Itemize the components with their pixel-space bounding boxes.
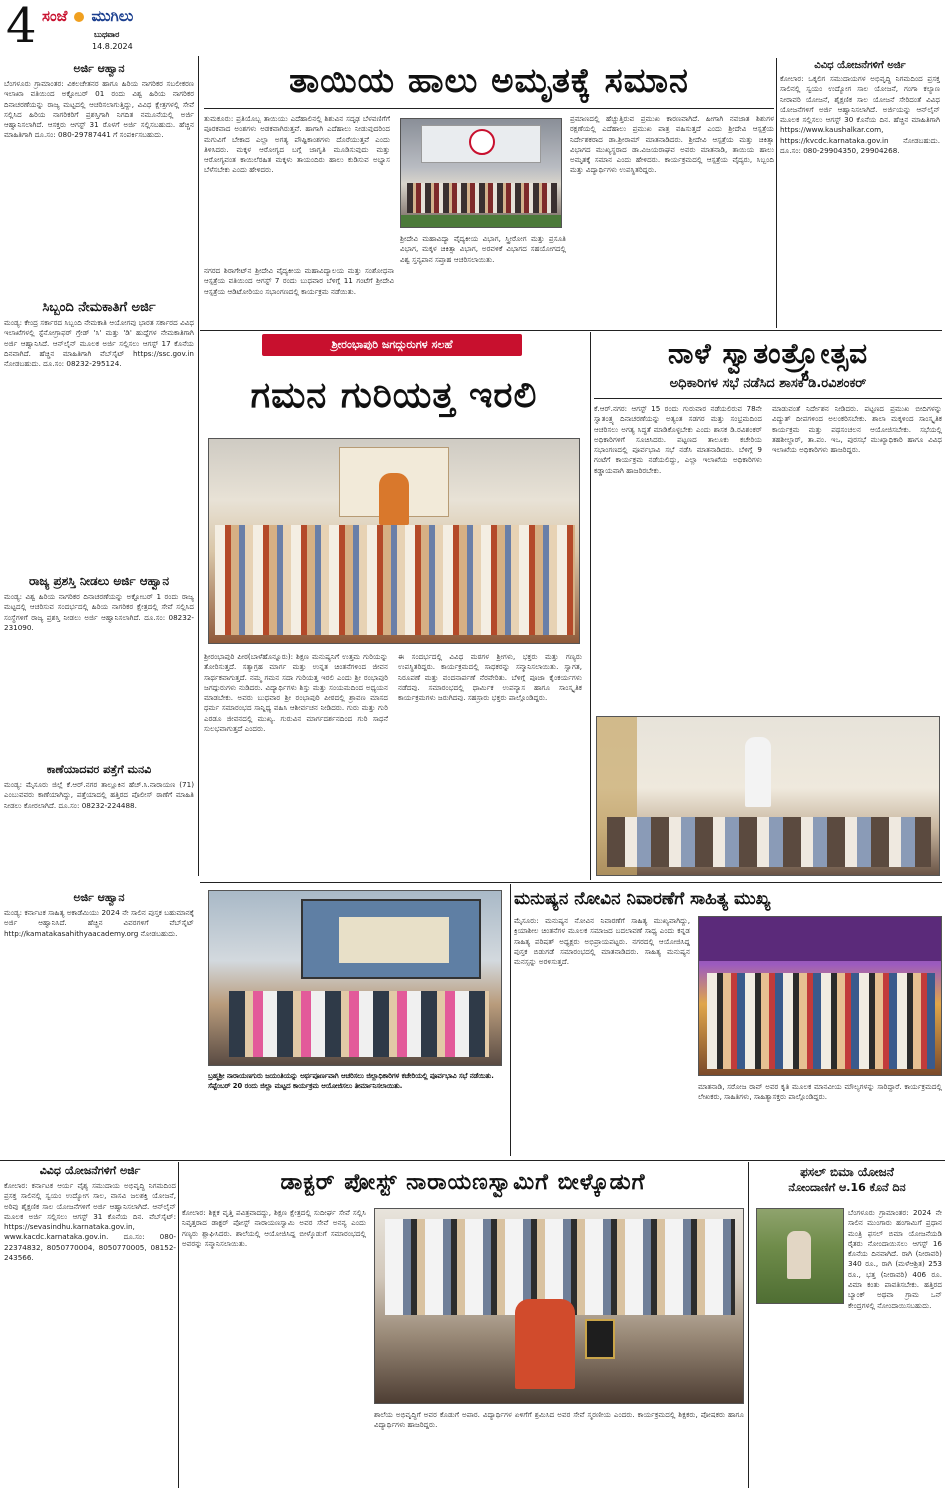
- brand-left: ಸಂಜೆ: [42, 7, 68, 25]
- group-row: [215, 525, 575, 635]
- lead-col-2: ನಗರದ ಶಿರಾಗೇಟ್‌ನ ಶ್ರೀದೇವಿ ವೈದ್ಯಕೀಯ ಮಹಾವಿದ್ಯಾಲಯ ಮತ್ತು ಸಂಶೋಧನಾ ಆಸ್ಪತ್ರೆಯ ವತಿಯಿಂದ ಆಗಸ್ಟ್ 7 ರಂದು ಬುಧವಾರ ಬೆಳಿಗ್ಗೆ 11 ಗಂಟೆಗೆ ಶ್ರೀದೇವಿ ಆಸ್ಪತ್ರೆಯ ಆಡಿಟೋರಿಯಂ ಸಭಾಂಗಣದಲ್ಲಿ ಕಾರ್ಯಕ್ರಮ ನಡೆಯಿತು.: [204, 266, 394, 296]
- rambhapuri-col-2a: ಈ ಸಂದರ್ಭದಲ್ಲಿ ವಿವಿಧ ಮಠಗಳ ಶ್ರೀಗಳು, ಭಕ್ತರು ಮತ್ತು ಗಣ್ಯರು ಉಪಸ್ಥಿತರಿದ್ದರು. ಕಾರ್ಯಕ್ರಮದಲ್ಲಿ ಸಾಧಕರನ್ನು ಸನ್ಮಾನಿಸಲಾಯಿತು. ಸ್ವಾಗತ, ನಿರೂಪಣೆ ಮತ್ತು ವಂದನಾರ್ಪಣೆ ನೆರವೇರಿತು. ಬೆಳಿಗ್ಗೆ ಪೂಜಾ ಕೈಂಕರ್ಯಗಳು ನಡೆದವು. ಸಮಾರಂಭದಲ್ಲಿ ಧಾರ್ಮಿಕ ಉಪನ್ಯಾಸ ಹಾಗೂ ಸಾಂಸ್ಕೃತಿಕ ಕಾರ್ಯಕ್ರಮಗಳು ಜರುಗಿದವು. ಸಹಸ್ರಾರು ಭಕ್ತರು ಪಾಲ್ಗೊಂಡಿದ್ದರು.: [398, 652, 582, 703]
- bottom-notice-heading: ವಿವಿಧ ಯೋಜನೆಗಳಿಗೆ ಅರ್ಜಿ: [39, 1164, 141, 1177]
- flower-pots: [401, 215, 562, 228]
- lead-story: [204, 58, 774, 328]
- notice-heading-2: ಸಿಬ್ಬಂದಿ ನೇಮಕಾತಿಗೆ ಅರ್ಜಿ: [42, 300, 156, 315]
- dc-meeting-caption: ಬ್ರಹ್ಮಶ್ರೀ ನಾರಾಯಣಗುರು ಜಯಂತಿಯನ್ನು ಅರ್ಥಪೂರ್ಣವಾಗಿ ಆಚರಿಸಲು ಜಿಲ್ಲಾಧಿಕಾರಿಗಳ ಕಚೇರಿಯಲ್ಲಿ ಪೂರ್ವಭಾವಿ ಸಭೆ ನಡೆಯಿತು. ಸೆಪ್ಟೆಂಬರ್ 20 ರಂದು ಜಿಲ್ಲಾ ಮಟ್ಟದ ಕಾರ್ಯಕ್ರಮ ಆಯೋಜಿಸಲು ತೀರ್ಮಾನಿಸಲಾಯಿತು.: [208, 1072, 494, 1090]
- literature-col-2: ಮಾತನಾಡಿ, ಸರೋಜ ರಾವ್ ಅವರ ಕೃತಿ ಮೂಲಕ ಮಾನವೀಯ ಮೌಲ್ಯಗಳನ್ನು ಸಾರಿದ್ದಾರೆ. ಕಾರ್ಯಕ್ರಮದಲ್ಲಿ ಲೇಖಕರು, ಸಾಹಿತಿಗಳು, ಸಾಹಿತ್ಯಾಸಕ್ತರು ಪಾಲ್ಗೊಂಡಿದ್ದರು.: [698, 1082, 942, 1102]
- emblem-icon: [469, 129, 495, 155]
- right-notice: [780, 60, 940, 328]
- doctor-col-2: ಶಾಲೆಯ ಅಭಿವೃದ್ಧಿಗೆ ಅವರ ಕೊಡುಗೆ ಅಪಾರ. ವಿದ್ಯಾರ್ಥಿಗಳ ಏಳಿಗೆಗೆ ಶ್ರಮಿಸಿದ ಅವರ ಸೇವೆ ಸ್ಮರಣೀಯ ಎಂದರು. ಕಾರ್ಯಕ್ರಮದಲ್ಲಿ ಶಿಕ್ಷಕರು, ಪೋಷಕರು ಹಾಗೂ ವಿದ್ಯಾರ್ಥಿಗಳು ಹಾಜರಿದ್ದರು.: [374, 1410, 744, 1430]
- lead-col-3: ಪ್ರಮಾಣದಲ್ಲಿ ಹೆಚ್ಚುತ್ತಿರುವ ಪ್ರಮುಖ ಕಾರಣವಾಗಿದೆ. ಹೀಗಾಗಿ ನವಜಾತ ಶಿಶುಗಳ ರಕ್ಷಣೆಯಲ್ಲಿ ಎದೆಹಾಲು ಪ್ರಮುಖ ಪಾತ್ರ ವಹಿಸುತ್ತದೆ ಎಂದು ಶ್ರೀದೇವಿ ಆಸ್ಪತ್ರೆಯ ನಿರ್ದೇಶಕರಾದ ಡಾ.ಶ್ರೀರಾಮ್ ಮಾತನಾಡಿದರು. ಶ್ರೀದೇವಿ ಆಸ್ಪತ್ರೆಯ ಮತ್ತು ಚಿಕಿತ್ಸಾ ವಿಭಾಗದ ಮುಖ್ಯಸ್ಥರಾದ ಡಾ.ವಿಜಯರಾಘವ ಅವರು ಮಾತನಾಡಿ, ತಾಯಿಯ ಹಾಲು ಅಮೃತಕ್ಕೆ ಸಮಾನ ಎಂದು ಹೇಳಿದರು. ಕಾರ್ಯಕ್ರಮದಲ್ಲಿ ಆಸ್ಪತ್ರೆಯ ವೈದ್ಯರು, ಸಿಬ್ಬಂದಿ ಮತ್ತು ವಿದ್ಯಾರ್ಥಿಗಳು ಉಪಸ್ಥಿತರಿದ್ದರು.: [570, 114, 774, 175]
- crop-story: [752, 1164, 942, 1486]
- independence-col-2: ಮಾಡುವಂತೆ ನಿರ್ದೇಶನ ನೀಡಿದರು. ಪಟ್ಟಣದ ಪ್ರಮುಖ ಬೀದಿಗಳನ್ನು ವಿದ್ಯುತ್ ದೀಪಗಳಿಂದ ಅಲಂಕರಿಸಬೇಕು. ಶಾಲಾ ಮಕ್ಕಳಿಂದ ಸಾಂಸ್ಕೃತಿಕ ಕಾರ್ಯಕ್ರಮ ಮತ್ತು ಪಥಸಂಚಲನ ಆಯೋಜಿಸಬೇಕು. ಸಭೆಯಲ್ಲಿ ತಹಶೀಲ್ದಾರ್, ತಾ.ಪಂ. ಇಒ, ಪುರಸಭೆ ಮುಖ್ಯಾಧಿಕಾರಿ ಹಾಗೂ ವಿವಿಧ ಇಲಾಖೆಯ ಅಧಿಕಾರಿಗಳು ಹಾಜರಿದ್ದರು.: [772, 404, 942, 455]
- independence-subhead: ಅಧಿಕಾರಿಗಳ ಸಭೆ ನಡೆಸಿದ ಶಾಸಕ ಡಿ.ರವಿಶಂಕರ್: [669, 376, 867, 391]
- building-image: [339, 917, 449, 963]
- notice-heading-3: ರಾಜ್ಯ ಪ್ರಶಸ್ತಿ ನೀಡಲು ಅರ್ಜಿ ಆಹ್ವಾನ: [28, 574, 170, 588]
- lead-rule: [204, 108, 774, 109]
- independence-story: [594, 334, 942, 880]
- rambhapuri-kicker-text: ಶ್ರೀರಂಭಾಪುರಿ ಜಗದ್ಗುರುಗಳ ಸಲಹೆ: [331, 338, 453, 351]
- literature-story: [514, 886, 942, 1156]
- table-row: [607, 817, 931, 867]
- crop-headline: ಫಸಲ್ ಬಿಮಾ ಯೋಜನೆ: [800, 1165, 894, 1179]
- dignitaries-row: [707, 973, 935, 1069]
- brand-logo: [42, 6, 182, 28]
- sun-icon: [74, 12, 84, 22]
- notice-heading-5: ಅರ್ಜಿ ಆಹ್ವಾನ: [73, 891, 125, 904]
- notice-body-2: ಮಂಡ್ಯ: ಕೇಂದ್ರ ಸರ್ಕಾರದ ಸಿಬ್ಬಂದಿ ನೇಮಕಾತಿ ಆಯೋಗವು ಭಾರತ ಸರ್ಕಾರದ ವಿವಿಧ ಇಲಾಖೆಗಳಲ್ಲಿ ಸ್ಟೆನೋಗ್ರಾಫರ್ ಗ್ರೇಡ್ 'ಸಿ' ಮತ್ತು 'ಡಿ' ಹುದ್ದೆಗಳ ನೇಮಕಾತಿಗಾಗಿ ಅರ್ಜಿ ಆಹ್ವಾನಿಸಿದೆ. ಆನ್‌ಲೈನ್ ಮೂಲಕ ಅರ್ಜಿ ಸಲ್ಲಿಸಲು ಆಗಸ್ಟ್ 17 ಕೊನೆಯ ದಿನವಾಗಿದೆ. ಹೆಚ್ಚಿನ ಮಾಹಿತಿಗಾಗಿ ವೆಬ್‌ಸೈಟ್ https://ssc.gov.in ನೋಡಬಹುದು. ದೂ.ಸಂ: 08232-295124.: [4, 318, 194, 369]
- masthead-date: 14.8.2024: [92, 42, 133, 51]
- bottom-divider-2: [748, 1162, 749, 1488]
- seer-figure: [379, 473, 409, 525]
- right-notice-body: ಕೋಲಾರ: ಒಕ್ಕಲಿಗ ಸಮುದಾಯಗಳ ಅಭಿವೃದ್ಧಿ ನಿಗಮದಿಂದ ಪ್ರಸಕ್ತ ಸಾಲಿನಲ್ಲಿ ಸ್ವಯಂ ಉದ್ಯೋಗ ಸಾಲ ಯೋಜನೆ, ಗಂಗಾ ಕಲ್ಯಾಣ ನೀರಾವರಿ ಯೋಜನೆ, ಶೈಕ್ಷಣಿಕ ಸಾಲ ಯೋಜನೆ ಸೇರಿದಂತೆ ವಿವಿಧ ಯೋಜನೆಗಳಿಗೆ ಅರ್ಜಿ ಆಹ್ವಾನಿಸಲಾಗಿದೆ. ಅರ್ಜಿಯನ್ನು ಆನ್‌ಲೈನ್ ಮೂಲಕ ಸಲ್ಲಿಸಲು ಆಗಸ್ಟ್ 30 ಕೊನೆಯ ದಿನ. ಹೆಚ್ಚಿನ ಮಾಹಿತಿಗಾಗಿ https://www.kaushalkar.com, https://kvcdc.karnataka.gov.in ನೋಡಬಹುದು. ದೂ.ಸಂ: 080-29904350, 29904268.: [780, 74, 940, 156]
- rambhapuri-kicker: [262, 334, 522, 356]
- brand-right: ಮುಗಿಲು: [91, 7, 134, 25]
- section-rule-3: [0, 1160, 945, 1161]
- audience-row: [407, 183, 557, 213]
- honoree-figure: [515, 1299, 575, 1389]
- speaker-figure: [745, 737, 771, 807]
- section-rule-1: [200, 330, 942, 331]
- page-number: 4: [6, 0, 37, 54]
- masthead: [0, 0, 200, 56]
- stage-banner-purple: [699, 917, 942, 961]
- left-column: [4, 58, 194, 1158]
- officials-row: [229, 991, 489, 1057]
- literature-divider: [510, 884, 511, 1156]
- doctor-col-1: ಕೋಲಾರ: ಶಿಕ್ಷಕ ವೃತ್ತಿ ಪವಿತ್ರವಾದದ್ದು, ಶಿಕ್ಷಣ ಕ್ಷೇತ್ರದಲ್ಲಿ ಸುದೀರ್ಘ ಸೇವೆ ಸಲ್ಲಿಸಿ ನಿವೃತ್ತರಾದ ಡಾಕ್ಟರ್ ಪೋಸ್ಟ್ ನಾರಾಯಣಸ್ವಾಮಿ ಅವರ ಸೇವೆ ಅನನ್ಯ ಎಂದು ಗಣ್ಯರು ಶ್ಲಾಘಿಸಿದರು. ಶಾಲೆಯಲ್ಲಿ ಆಯೋಜಿಸಿದ್ದ ಬೀಳ್ಕೊಡುಗೆ ಸಮಾರಂಭದಲ್ಲಿ ಅವರನ್ನು ಸನ್ಮಾನಿಸಲಾಯಿತು.: [182, 1208, 366, 1248]
- independence-col-1: ಕೆ.ಆರ್.ನಗರ: ಆಗಸ್ಟ್ 15 ರಂದು ಗುರುವಾರ ನಡೆಯಲಿರುವ 78ನೇ ಸ್ವಾತಂತ್ರ್ಯ ದಿನಾಚರಣೆಯನ್ನು ಅತ್ಯಂತ ಸಡಗರ ಮತ್ತು ಸಂಭ್ರಮದಿಂದ ಆಚರಿಸಲು ಅಗತ್ಯ ಸಿದ್ಧತೆ ಮಾಡಿಕೊಳ್ಳಬೇಕು ಎಂದು ಶಾಸಕ ಡಿ.ರವಿಶಂಕರ್ ಅಧಿಕಾರಿಗಳಿಗೆ ಸೂಚಿಸಿದರು. ಪಟ್ಟಣದ ತಾಲೂಕು ಕಚೇರಿಯ ಸಭಾಂಗಣದಲ್ಲಿ ಪೂರ್ವಭಾವಿ ಸಭೆ ನಡೆಸಿ ಮಾತನಾಡಿದರು. ಬೆಳಿಗ್ಗೆ 9 ಗಂಟೆಗೆ ಕಾರ್ಯಕ್ರಮ ನಡೆಯಲಿದ್ದು, ಎಲ್ಲಾ ಇಲಾಖೆಯ ಅಧಿಕಾರಿಗಳು ಕಡ್ಡಾಯವಾಗಿ ಹಾಜರಿರಬೇಕು.: [594, 404, 762, 475]
- bottom-left-notice: [4, 1164, 176, 1486]
- mid-divider: [590, 332, 591, 880]
- dc-meeting: [204, 886, 506, 1156]
- masthead-divider: [198, 56, 199, 876]
- independence-rule: [594, 398, 942, 399]
- lead-photo: [400, 118, 562, 228]
- crop-subhead: ನೋಂದಾಣಿಗೆ ಆ.16 ಕೊನೆ ದಿನ: [788, 1181, 906, 1194]
- dc-meeting-photo: [208, 890, 502, 1066]
- notice-body-1: ಬೆಂಗಳೂರು ಗ್ರಾಮಾಂತರ: ವಿಕಲಚೇತನರ ಹಾಗೂ ಹಿರಿಯ ನಾಗರಿಕರ ಸಬಲೀಕರಣ ಇಲಾಖಾ ವತಿಯಿಂದ ಅಕ್ಟೋಬರ್ 01 ರಂದು ವಿಶ್ವ ಹಿರಿಯ ನಾಗರಿಕರ ದಿನಾಚರಣೆಯನ್ನು ರಾಜ್ಯ ಮಟ್ಟದಲ್ಲಿ ಆಚರಿಸಲಾಗುತ್ತಿದ್ದು, ವಿವಿಧ ಕ್ಷೇತ್ರಗಳಲ್ಲಿ ಸೇವೆ ಸಲ್ಲಿಸಿದ ಹಿರಿಯ ನಾಗರಿಕರಿಗೆ ಪ್ರಶಸ್ತಿಗಾಗಿ ನಿಗದಿತ ನಮೂನೆಯಲ್ಲಿ ಅರ್ಜಿ ಆಹ್ವಾನಿಸಲಾಗಿದೆ. ಆಸಕ್ತರು ಆಗಸ್ಟ್ 31 ರೊಳಗೆ ಅರ್ಜಿ ಸಲ್ಲಿಸಬಹುದು. ಹೆಚ್ಚಿನ ಮಾಹಿತಿಗಾಗಿ ದೂ.ಸಂ: 080-29787441 ಗೆ ಸಂಪರ್ಕಿಸಬಹುದು.: [4, 79, 194, 140]
- right-top-divider: [776, 58, 777, 328]
- section-rule-2: [200, 882, 942, 883]
- notice-body-4: ಮಂಡ್ಯ: ಮೈಸೂರು ಜಿಲ್ಲೆ ಕೆ.ಆರ್.ನಗರ ತಾಲ್ಲೂಕಿನ ಹೆಚ್.ಸಿ.ನಾರಾಯಣ (71) ಎಂಬುವವರು ಕಾಣೆಯಾಗಿದ್ದು, ಪತ್ತೆಯಾದಲ್ಲಿ ಹತ್ತಿರದ ಪೊಲೀಸ್ ಠಾಣೆಗೆ ಮಾಹಿತಿ ನೀಡಲು ಕೋರಲಾಗಿದೆ. ದೂ.ಸಂ: 08232-224488.: [4, 780, 194, 810]
- bottom-divider-1: [178, 1162, 179, 1488]
- doctor-story: [182, 1164, 744, 1486]
- bottom-notice-body: ಕೋಲಾರ: ಕರ್ನಾಟಕ ಆರ್ಯ ವೈಶ್ಯ ಸಮುದಾಯ ಅಭಿವೃದ್ಧಿ ನಿಗಮದಿಂದ ಪ್ರಸಕ್ತ ಸಾಲಿನಲ್ಲಿ ಸ್ವಯಂ ಉದ್ಯೋಗ ಸಾಲ, ವಾಸವಿ ಜಲಶಕ್ತಿ ಯೋಜನೆ, ಅರಿವು ಶೈಕ್ಷಣಿಕ ಸಾಲ ಯೋಜನೆಗಳಿಗೆ ಅರ್ಜಿ ಆಹ್ವಾನಿಸಲಾಗಿದೆ. ಆನ್‌ಲೈನ್ ಮೂಲಕ ಅರ್ಜಿ ಸಲ್ಲಿಸಲು ಆಗಸ್ಟ್ 31 ಕೊನೆಯ ದಿನ. ವೆಬ್‌ಸೈಟ್: https://sevasindhu.karnataka.gov.in, www.kacdc.karnataka.gov.in. ದೂ.ಸಂ: 080-22374832, 8050770004, 8050770005, 08152-243566.: [4, 1181, 176, 1263]
- notice-body-3: ಮಂಡ್ಯ: ವಿಶ್ವ ಹಿರಿಯ ನಾಗರಿಕರ ದಿನಾಚರಣೆಯನ್ನು ಅಕ್ಟೋಬರ್ 1 ರಂದು ರಾಜ್ಯ ಮಟ್ಟದಲ್ಲಿ ಆಚರಿಸುವ ಸಂದರ್ಭದಲ್ಲಿ ಹಿರಿಯ ನಾಗರಿಕರ ಕ್ಷೇತ್ರದಲ್ಲಿ ಸೇವೆ ಸಲ್ಲಿಸಿದ ಸಂಸ್ಥೆಗಳಿಗೆ ರಾಜ್ಯ ಪ್ರಶಸ್ತಿ ನೀಡಲು ಅರ್ಜಿ ಆಹ್ವಾನಿಸಲಾಗಿದೆ. ದೂ.ಸಂ: 08232-231090.: [4, 592, 194, 632]
- literature-col-1: ಮೈಸೂರು: ಮನುಷ್ಯನ ನೋವಿನ ನಿವಾರಣೆಗೆ ಸಾಹಿತ್ಯ ಮುಖ್ಯವಾಗಿದ್ದು, ಕ್ರಿಯಾಶೀಲ ಚಿಂತನೆಗಳ ಮೂಲಕ ಸಮಾಜದ ಬದಲಾವಣೆ ಸಾಧ್ಯ ಎಂದು ಕನ್ನಡ ಸಾಹಿತ್ಯ ಪರಿಷತ್ ಅಧ್ಯಕ್ಷರು ಅಭಿಪ್ರಾಯಪಟ್ಟರು. ನಗರದಲ್ಲಿ ಆಯೋಜಿಸಿದ್ದ ಪುಸ್ತಕ ಬಿಡುಗಡೆ ಸಮಾರಂಭದಲ್ಲಿ ಮಾತನಾಡಿದರು. ಸಾಹಿತ್ಯ ಮನುಷ್ಯನ ಮನಸ್ಸನ್ನು ಅರಳಿಸುತ್ತದೆ.: [514, 916, 690, 967]
- doctor-headline: ಡಾಕ್ಟರ್ ಪೋಸ್ಟ್ ನಾರಾಯಣಸ್ವಾಮಿಗೆ ಬೀಳ್ಕೊಡುಗೆ: [280, 1170, 646, 1195]
- rambhapuri-headline: ಗಮನ ಗುರಿಯತ್ತ ಇರಲಿ: [250, 375, 538, 416]
- lead-col-1: ತುಮಕೂರು: ಪ್ರತಿಯೊಬ್ಬ ತಾಯಿಯು ಎದೆಹಾಲಿನಲ್ಲಿ ಶಿಶುವಿನ ಸದೃಢ ಬೆಳವಣಿಗೆಗೆ ಪೂರಕವಾದ ಅಂಶಗಳು ಅಡಕವಾಗಿರುತ್ತವೆ. ಹಾಗಾಗಿ ಎದೆಹಾಲು ನೀಡುವುದರಿಂದ ಮಗುವಿಗೆ ಬೇಕಾದ ಎಲ್ಲಾ ಅಗತ್ಯ ಪೌಷ್ಟಿಕಾಂಶಗಳು ದೊರೆಯುತ್ತವೆ ಎಂದು ತಿಳಿಸಿದರು. ಮಕ್ಕಳ ಆರೋಗ್ಯದ ಬಗ್ಗೆ ಜಾಗೃತಿ ಮೂಡಿಸುವುದು ಮತ್ತು ಆರೋಗ್ಯವಂತ ಕಾಯಿಲೆರಹಿತ ಮಕ್ಕಳು ತಾಯಂದಿರು ಹಾಲು ಕುಡಿಸುವ ಅಭ್ಯಾಸ ಬೆಳೆಸಬೇಕು ಎಂದು ಹೇಳಿದರು.: [204, 114, 390, 175]
- right-notice-heading: ವಿವಿಧ ಯೋಜನೆಗಳಿಗೆ ಅರ್ಜಿ: [814, 60, 906, 71]
- felicitation-photo: [374, 1208, 744, 1404]
- rambhapuri-story: [204, 334, 584, 884]
- book-release-photo: [698, 916, 942, 1076]
- lead-photo-caption: ಶ್ರೀದೇವಿ ಮಹಾವಿದ್ಯಾ ವೈದ್ಯಕೀಯ ವಿಭಾಗ, ಸ್ತ್ರೀರೋಗ ಮತ್ತು ಪ್ರಸೂತಿ ವಿಭಾಗ, ಮಕ್ಕಳ ಚಿಕಿತ್ಸಾ ವಿಭಾಗ, ಅರವಳಿಕೆ ವಿಭಾಗದ ಸಹಯೋಗದಲ್ಲಿ ವಿಶ್ವ ಸ್ತನ್ಯಪಾನ ಸಪ್ತಾಹ ಆಚರಿಸಲಾಯಿತು.: [400, 234, 566, 264]
- crop-body: ಬೆಂಗಳೂರು ಗ್ರಾಮಾಂತರ: 2024 ನೇ ಸಾಲಿನ ಮುಂಗಾರು ಹಂಗಾಮಿಗೆ ಪ್ರಧಾನ ಮಂತ್ರಿ ಫಸಲ್ ಬಿಮಾ ಯೋಜನೆಯಡಿ ರೈತರು ನೋಂದಾಯಿಸಲು ಆಗಸ್ಟ್ 16 ಕೊನೆಯ ದಿನವಾಗಿದೆ. ರಾಗಿ (ನೀರಾವರಿ) 340 ರೂ., ರಾಗಿ (ಮಳೆಆಶ್ರಿತ) 253 ರೂ., ಭತ್ತ (ನೀರಾವರಿ) 406 ರೂ. ವಿಮಾ ಕಂತು ಪಾವತಿಸಬೇಕು. ಹತ್ತಿರದ ಬ್ಯಾಂಕ್ ಅಥವಾ ಗ್ರಾಮ ಒನ್ ಕೇಂದ್ರಗಳಲ್ಲಿ ನೋಂದಾಯಿಸಬಹುದು.: [848, 1208, 942, 1310]
- literature-headline: ಮನುಷ್ಯನ ನೋವಿನ ನಿವಾರಣೆಗೆ ಸಾಹಿತ್ಯ ಮುಖ್ಯ: [514, 889, 771, 909]
- notice-body-5: ಮಂಡ್ಯ: ಕರ್ನಾಟಕ ಸಾಹಿತ್ಯ ಅಕಾಡೆಮಿಯು 2024 ನೇ ಸಾಲಿನ ಪುಸ್ತಕ ಬಹುಮಾನಕ್ಕೆ ಅರ್ಜಿ ಆಹ್ವಾನಿಸಿದೆ. ಹೆಚ್ಚಿನ ವಿವರಗಳಿಗೆ ವೆಬ್‌ಸೈಟ್ http://kamatakasahithyaacademy.org ನೋಡಬಹುದು.: [4, 908, 194, 938]
- lead-headline: ತಾಯಿಯ ಹಾಲು ಅಮೃತಕ್ಕೆ ಸಮಾನ: [289, 61, 689, 101]
- independence-headline: ನಾಳೆ ಸ್ವಾತಂತ್ರ್ಯೋತ್ಸವ: [667, 337, 869, 370]
- notice-heading-4: ಕಾಣೆಯಾದವರ ಪತ್ತೆಗೆ ಮನವಿ: [46, 763, 152, 776]
- rambhapuri-photo: [208, 438, 580, 644]
- notice-heading-1: ಅರ್ಜಿ ಆಹ್ವಾನ: [73, 62, 125, 75]
- masthead-weekday: ಬುಧವಾರ: [94, 30, 120, 39]
- frame-award: [585, 1319, 615, 1359]
- meeting-photo: [596, 716, 940, 876]
- rambhapuri-col-1a: ಶ್ರೀರಂಭಾಪುರಿ ಪೀಠ(ಬಾಳೆಹೊನ್ನೂರು): ಶಿಕ್ಷಣ ಮನುಷ್ಯನಿಗೆ ಉತ್ತಮ ಗುರಿಯನ್ನು ತೋರಿಸುತ್ತದೆ. ಸತ್ಯಾಗ್ರಹ ಮಾರ್ಗ ಮತ್ತು ಉನ್ನತ ಚಿಂತನೆಗಳಿಂದ ಜೀವನ ಸಾರ್ಥಕವಾಗುತ್ತದೆ. ನಮ್ಮ ಗಮನ ಸದಾ ಗುರಿಯತ್ತ ಇರಲಿ ಎಂದು ಶ್ರೀ ರಂಭಾಪುರಿ ಜಗದ್ಗುರುಗಳು ನುಡಿದರು. ವಿದ್ಯಾರ್ಥಿಗಳು ಶಿಸ್ತು ಮತ್ತು ಸಂಯಮದಿಂದ ಅಧ್ಯಯನ ಮಾಡಬೇಕು. ಅವರು ಬುಧವಾರ ಶ್ರೀ ರಂಭಾಪುರಿ ಪೀಠದಲ್ಲಿ ಶ್ರಾವಣ ಮಾಸದ ಧರ್ಮ ಸಮಾರಂಭದ ಸಾನ್ನಿಧ್ಯ ವಹಿಸಿ ಆಶೀರ್ವಚನ ನೀಡಿದರು. ಗುರು ಮತ್ತು ಗುರಿ ಎರಡೂ ಜೀವನದಲ್ಲಿ ಮುಖ್ಯ. ಗುರುವಿನ ಮಾರ್ಗದರ್ಶನದಿಂದ ಗುರಿ ಸಾಧನೆ ಸುಲಭವಾಗುತ್ತದೆ ಎಂದರು.: [204, 652, 388, 734]
